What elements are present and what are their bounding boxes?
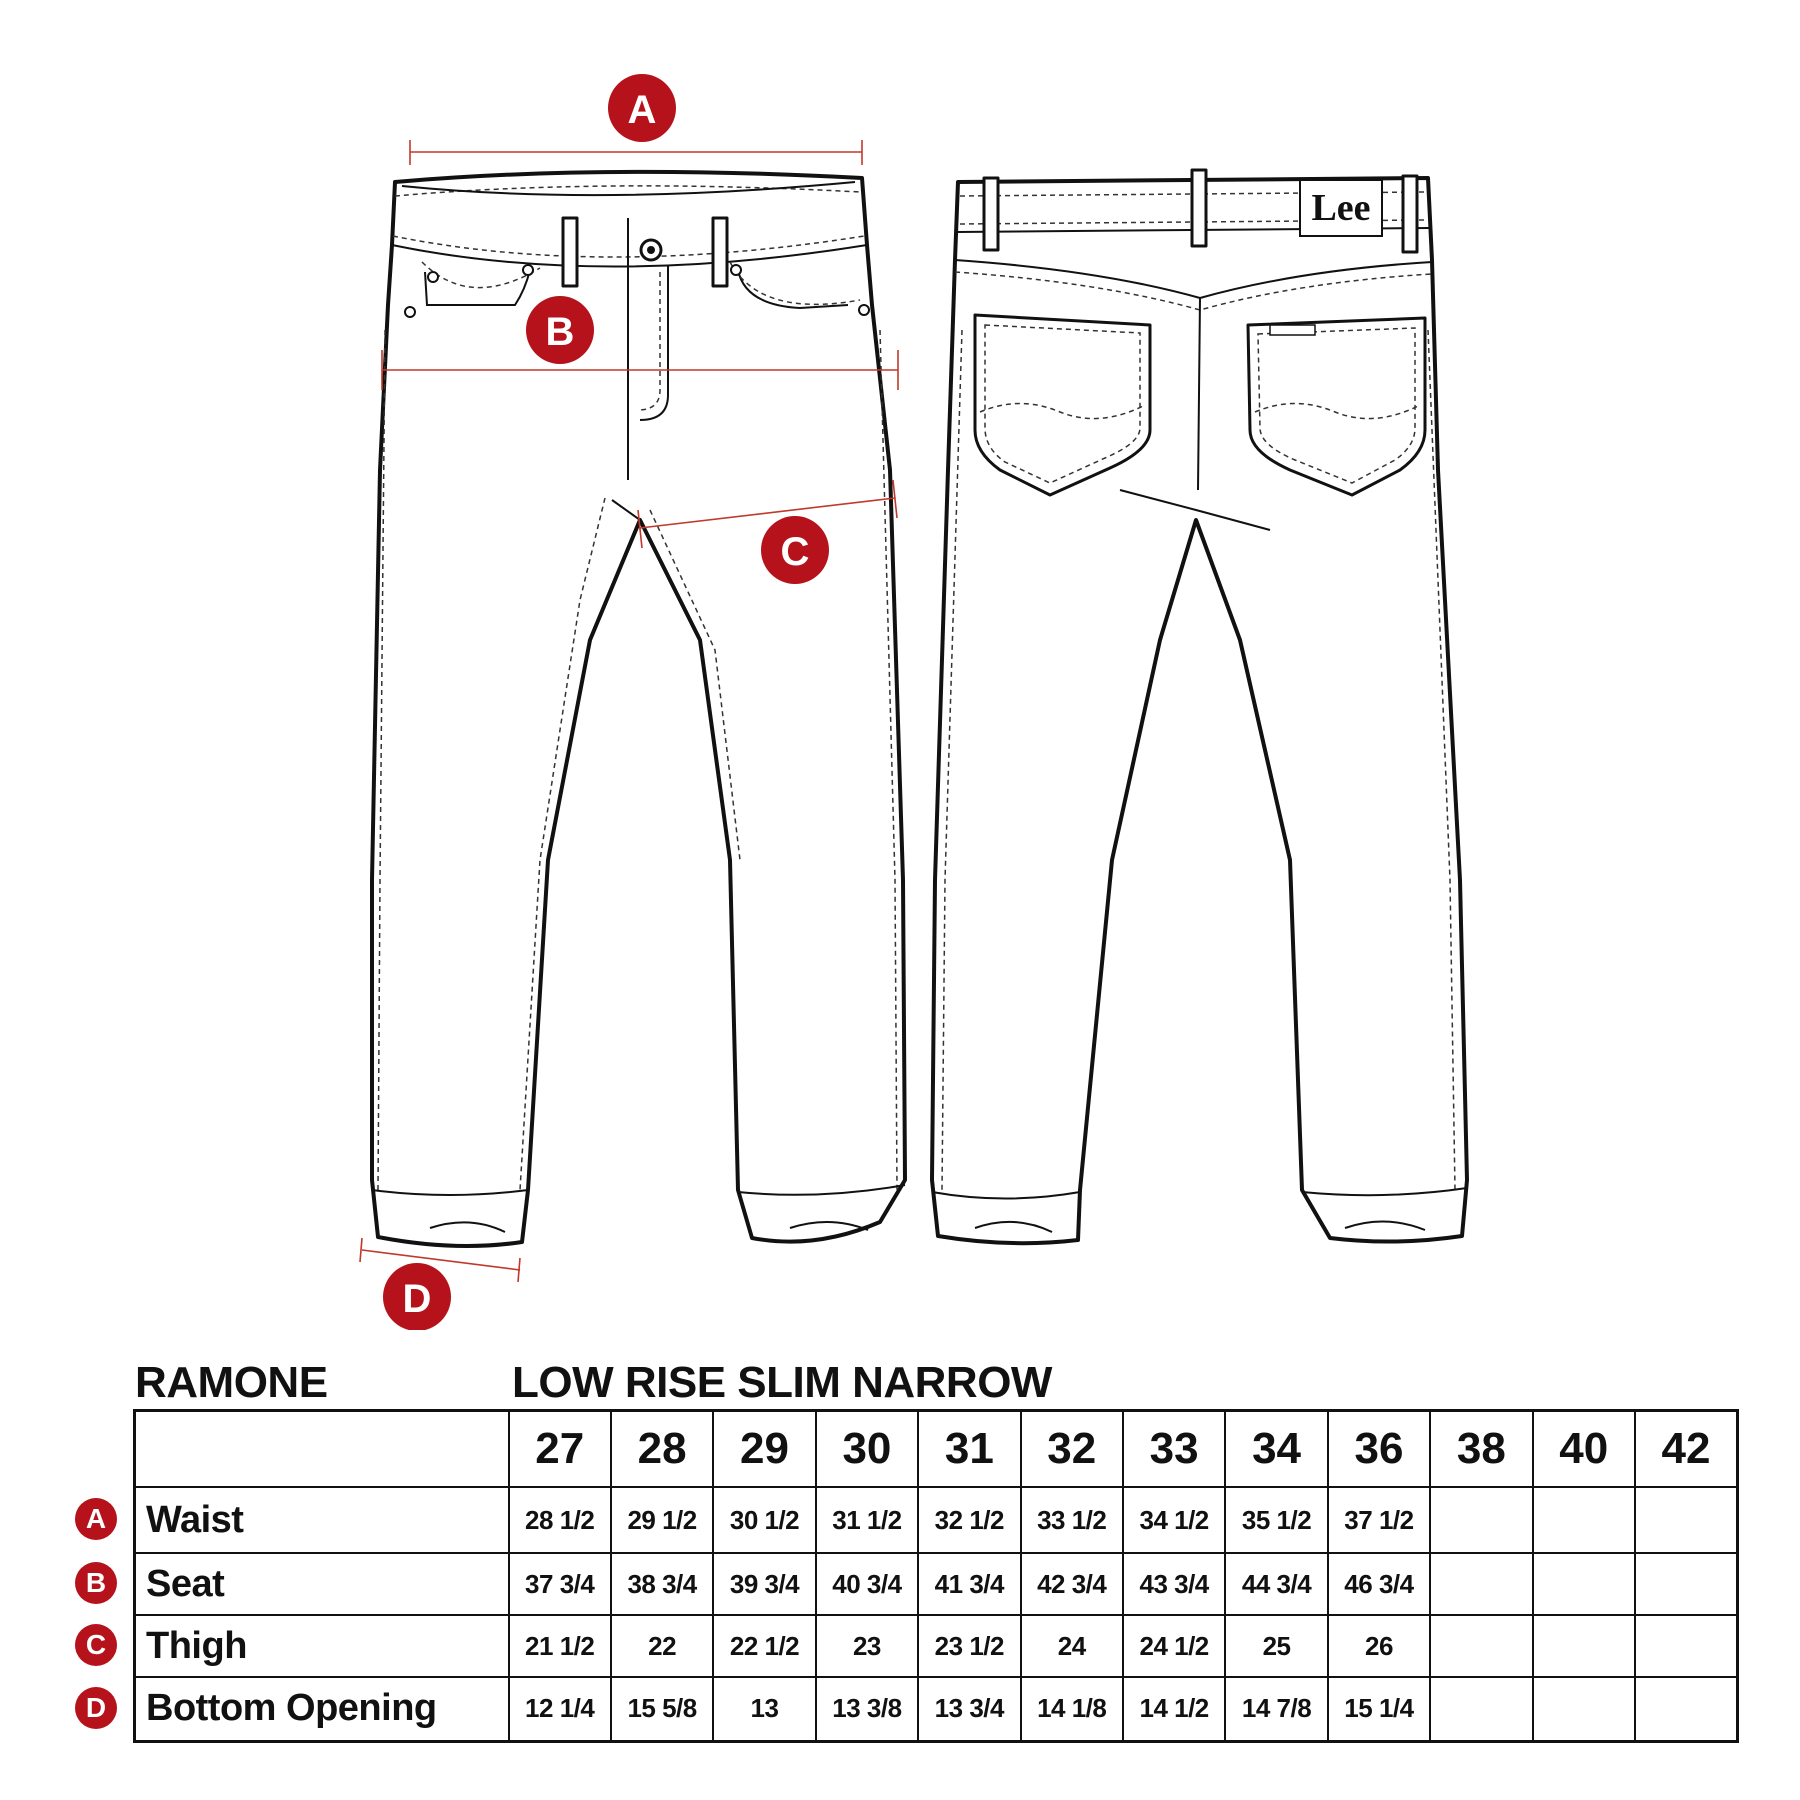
table-cell bbox=[1635, 1553, 1738, 1615]
table-cell: 30 1/2 bbox=[713, 1487, 815, 1553]
size-header: 36 bbox=[1328, 1411, 1430, 1488]
table-cell bbox=[1430, 1677, 1532, 1741]
row-badge: A bbox=[75, 1498, 117, 1540]
table-cell: 46 3/4 bbox=[1328, 1553, 1430, 1615]
table-cell bbox=[1533, 1615, 1635, 1677]
back-belt-loop bbox=[1192, 170, 1206, 246]
table-cell: 25 bbox=[1225, 1615, 1327, 1677]
table-cell bbox=[1533, 1487, 1635, 1553]
table-cell: 42 3/4 bbox=[1021, 1553, 1123, 1615]
table-cell bbox=[1430, 1553, 1532, 1615]
table-cell: 23 1/2 bbox=[918, 1615, 1020, 1677]
measurement-a bbox=[410, 74, 862, 165]
size-header: 32 bbox=[1021, 1411, 1123, 1488]
table-cell: 12 1/4 bbox=[509, 1677, 611, 1741]
row-label: Waist bbox=[135, 1487, 509, 1553]
size-header: 30 bbox=[816, 1411, 918, 1488]
front-belt-loop bbox=[563, 218, 577, 286]
size-header: 34 bbox=[1225, 1411, 1327, 1488]
table-cell: 22 1/2 bbox=[713, 1615, 815, 1677]
table-cell: 22 bbox=[611, 1615, 713, 1677]
table-cell: 24 bbox=[1021, 1615, 1123, 1677]
fit-name: LOW RISE SLIM NARROW bbox=[512, 1358, 1052, 1407]
table-cell: 21 1/2 bbox=[509, 1615, 611, 1677]
size-header-row bbox=[135, 1411, 1738, 1488]
table-row bbox=[135, 1615, 1738, 1677]
table-cell bbox=[1635, 1677, 1738, 1741]
svg-text:A: A bbox=[627, 88, 657, 132]
table-cell: 39 3/4 bbox=[713, 1553, 815, 1615]
table-cell: 41 3/4 bbox=[918, 1553, 1020, 1615]
table-cell: 15 5/8 bbox=[611, 1677, 713, 1741]
table-cell: 14 7/8 bbox=[1225, 1677, 1327, 1741]
svg-text:D: D bbox=[402, 1277, 432, 1321]
table-cell: 14 1/8 bbox=[1021, 1677, 1123, 1741]
back-belt-loop bbox=[1403, 176, 1417, 252]
table-cell: 40 3/4 bbox=[816, 1553, 918, 1615]
svg-text:B: B bbox=[545, 310, 575, 354]
table-cell: 13 3/4 bbox=[918, 1677, 1020, 1741]
table-cell bbox=[1635, 1615, 1738, 1677]
row-label: Bottom Opening bbox=[135, 1677, 509, 1741]
table-cell: 43 3/4 bbox=[1123, 1553, 1225, 1615]
table-cell: 13 bbox=[713, 1677, 815, 1741]
size-header: 42 bbox=[1635, 1411, 1738, 1488]
table-cell: 31 1/2 bbox=[816, 1487, 918, 1553]
model-name: RAMONE bbox=[135, 1358, 328, 1407]
table-cell bbox=[1635, 1487, 1738, 1553]
size-header: 29 bbox=[713, 1411, 815, 1488]
back-view bbox=[932, 170, 1467, 1243]
table-cell: 32 1/2 bbox=[918, 1487, 1020, 1553]
svg-text:C: C bbox=[780, 530, 810, 574]
table-cell: 26 bbox=[1328, 1615, 1430, 1677]
row-badge: B bbox=[75, 1562, 117, 1604]
size-header: 40 bbox=[1533, 1411, 1635, 1488]
table-cell: 37 1/2 bbox=[1328, 1487, 1430, 1553]
size-header: 27 bbox=[509, 1411, 611, 1488]
table-cell bbox=[1533, 1553, 1635, 1615]
table-cell: 24 1/2 bbox=[1123, 1615, 1225, 1677]
front-belt-loop bbox=[713, 218, 727, 286]
size-header: 31 bbox=[918, 1411, 1020, 1488]
brand-label: Lee bbox=[1311, 187, 1371, 229]
table-cell: 14 1/2 bbox=[1123, 1677, 1225, 1741]
table-cell: 34 1/2 bbox=[1123, 1487, 1225, 1553]
table-cell: 37 3/4 bbox=[509, 1553, 611, 1615]
front-view bbox=[372, 172, 905, 1246]
table-cell: 38 3/4 bbox=[611, 1553, 713, 1615]
measurement-d bbox=[360, 1238, 520, 1330]
table-cell: 29 1/2 bbox=[611, 1487, 713, 1553]
table-cell: 44 3/4 bbox=[1225, 1553, 1327, 1615]
table-cell bbox=[1533, 1677, 1635, 1741]
row-label: Seat bbox=[135, 1553, 509, 1615]
row-badge: D bbox=[75, 1687, 117, 1729]
front-pant-outline bbox=[372, 172, 905, 1246]
row-label: Thigh bbox=[135, 1615, 509, 1677]
size-header: 38 bbox=[1430, 1411, 1532, 1488]
table-row bbox=[135, 1553, 1738, 1615]
row-badge: C bbox=[75, 1624, 117, 1666]
table-cell: 35 1/2 bbox=[1225, 1487, 1327, 1553]
table-cell bbox=[1430, 1487, 1532, 1553]
size-header: 33 bbox=[1123, 1411, 1225, 1488]
table-cell: 15 1/4 bbox=[1328, 1677, 1430, 1741]
table-cell: 33 1/2 bbox=[1021, 1487, 1123, 1553]
table-row bbox=[135, 1487, 1738, 1553]
table-cell bbox=[1430, 1615, 1532, 1677]
table-row bbox=[135, 1677, 1738, 1741]
size-header: 28 bbox=[611, 1411, 713, 1488]
back-belt-loop bbox=[984, 178, 998, 250]
table-cell: 23 bbox=[816, 1615, 918, 1677]
table-cell: 28 1/2 bbox=[509, 1487, 611, 1553]
header-corner bbox=[135, 1411, 509, 1488]
table-cell: 13 3/8 bbox=[816, 1677, 918, 1741]
size-chart-table bbox=[133, 1409, 1739, 1743]
